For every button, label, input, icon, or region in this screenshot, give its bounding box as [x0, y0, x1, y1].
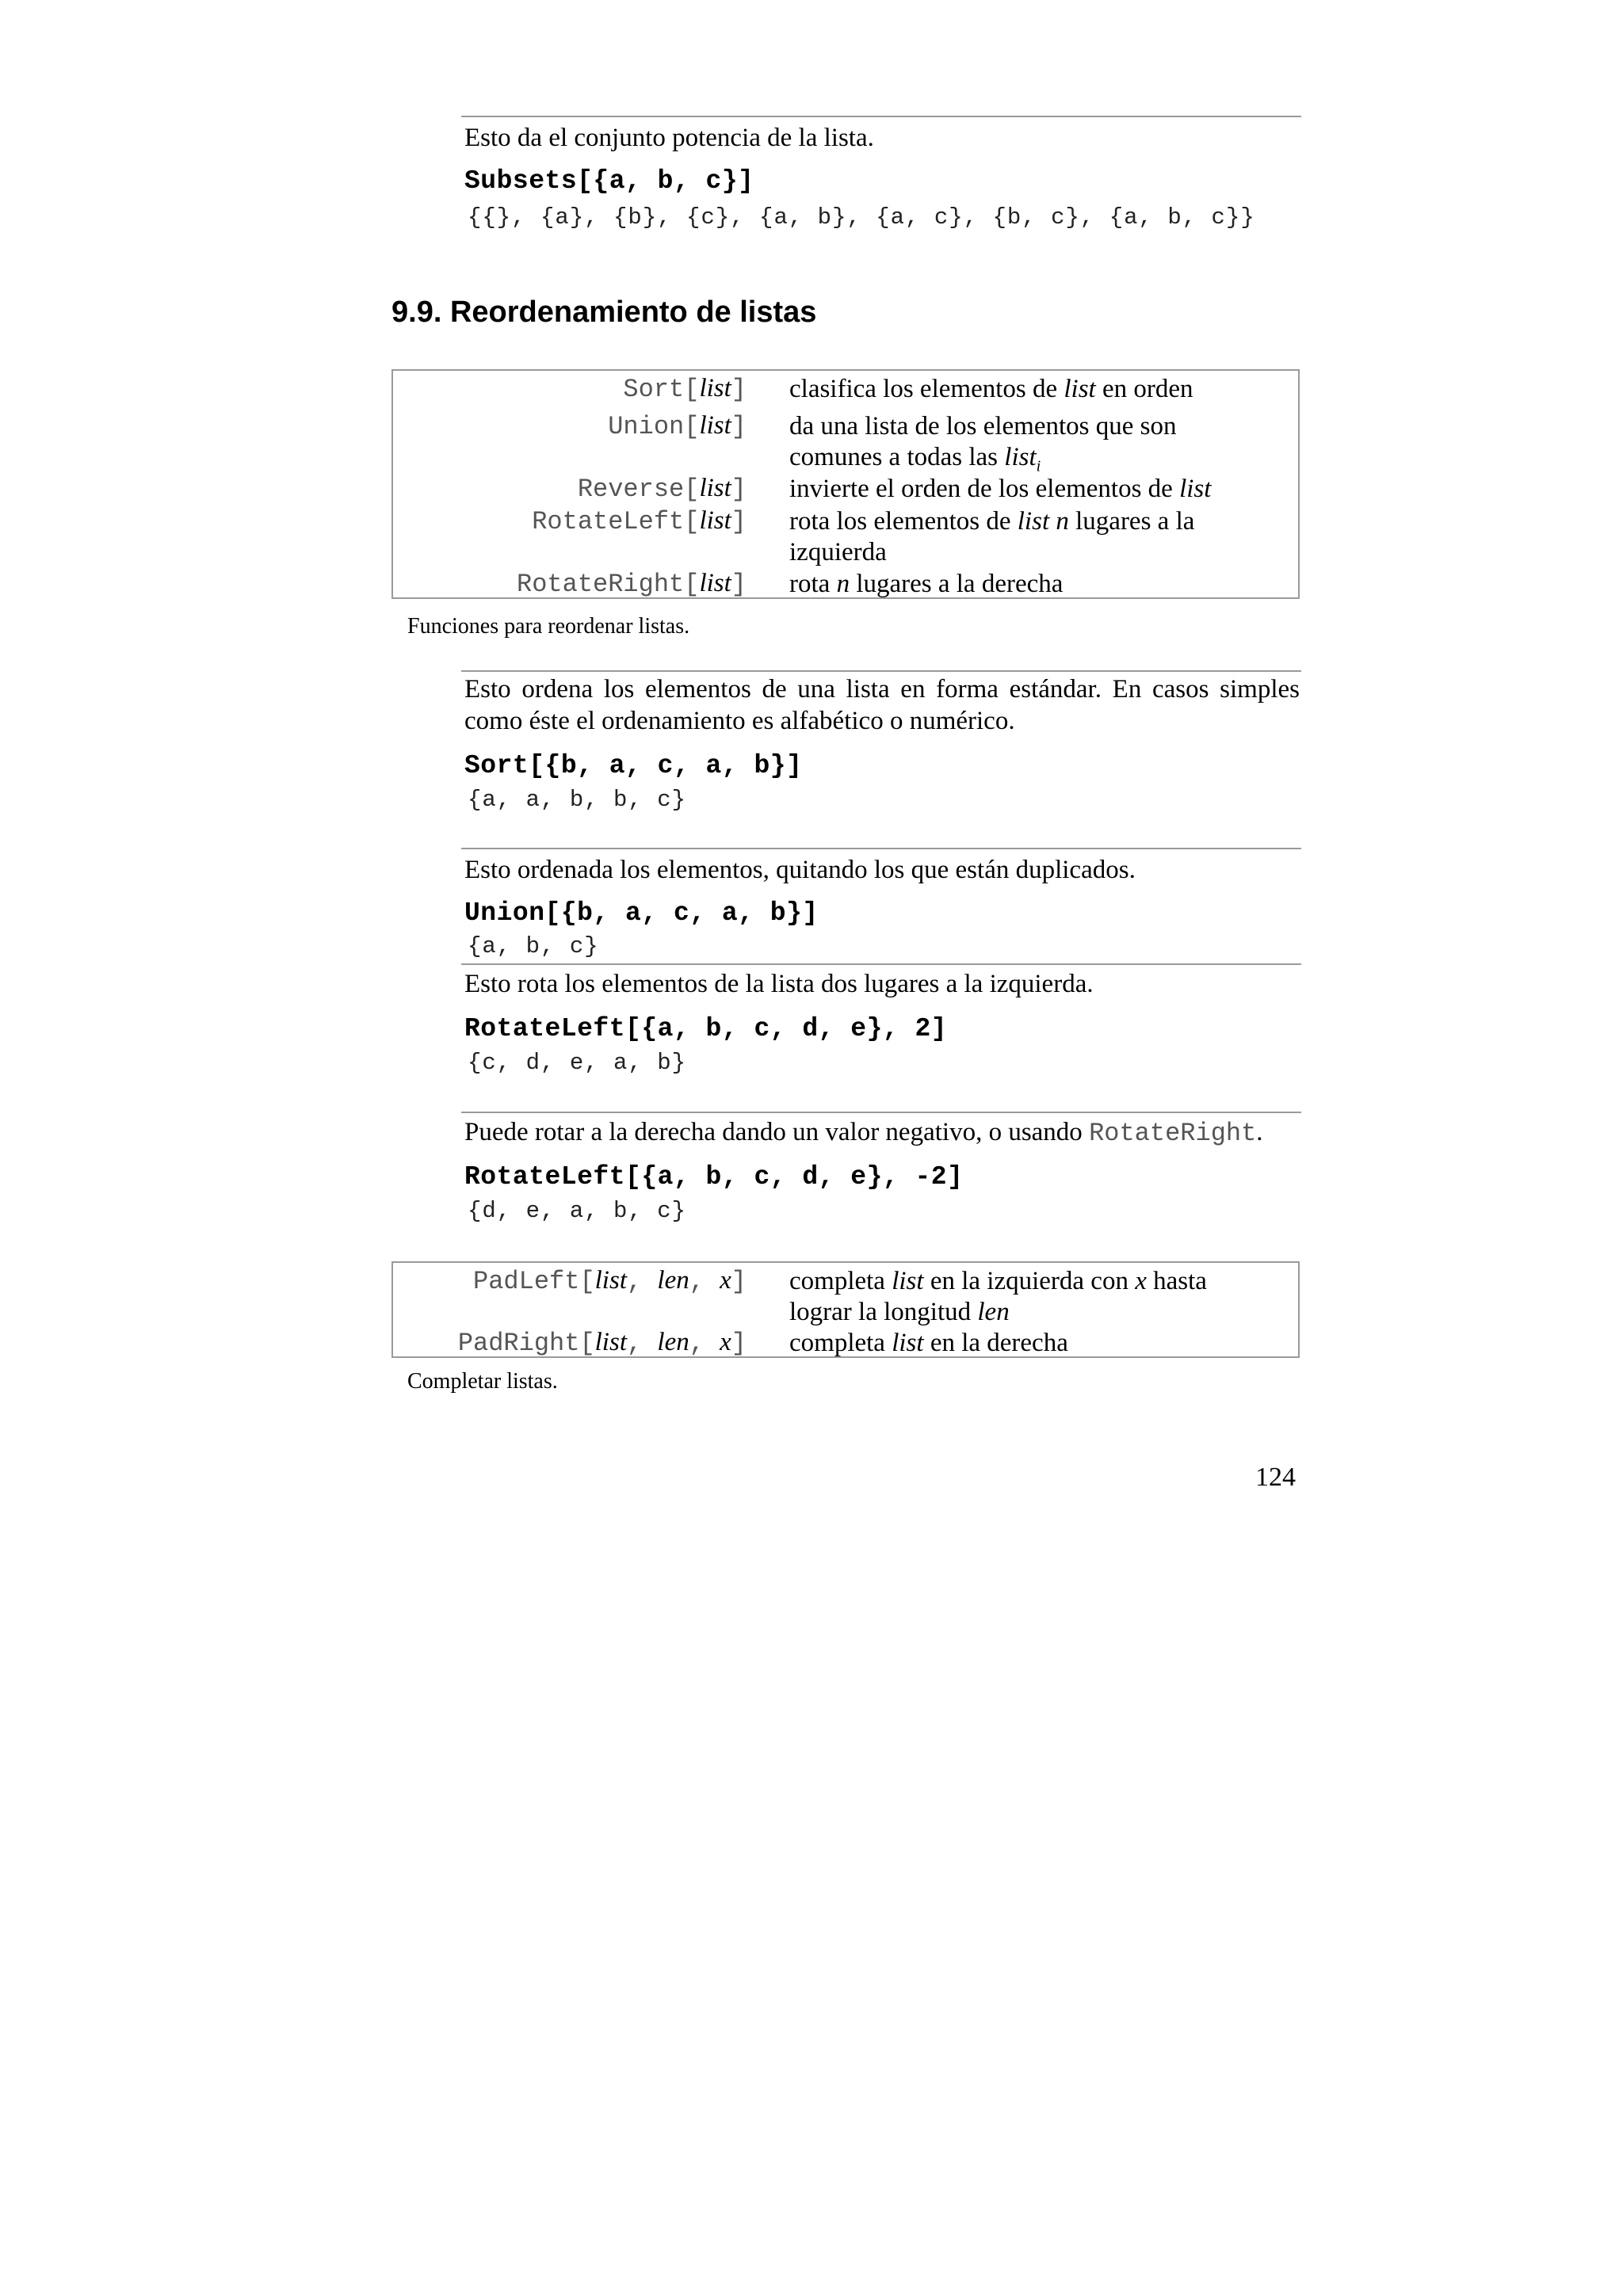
input-cell[interactable]: RotateLeft[{a, b, c, d, e}, 2]	[464, 1014, 948, 1043]
input-cell[interactable]: RotateLeft[{a, b, c, d, e}, -2]	[464, 1162, 964, 1192]
function-table	[391, 1261, 1300, 1358]
function-description: completa list en la derecha	[789, 1329, 1068, 1357]
function-name: Union[list]	[608, 411, 747, 441]
function-name: PadLeft[list, len, x]	[473, 1266, 747, 1296]
output-cell: {c, d, e, a, b}	[468, 1050, 687, 1076]
cell-divider	[461, 1112, 1301, 1113]
text-cell: Puede rotar a la derecha dando un valor negativo, o usando RotateRight.	[464, 1118, 1263, 1148]
cell-divider	[461, 963, 1301, 965]
text-cell: Esto rota los elementos de la lista dos lugares a la izquierda.	[464, 970, 1094, 998]
function-table	[391, 369, 1300, 599]
function-description: clasifica los elementos de list en orden	[789, 375, 1193, 403]
text-cell: Esto da el conjunto potencia de la lista.	[464, 124, 874, 152]
function-name: Reverse[list]	[577, 474, 747, 504]
table-caption: Completar listas.	[407, 1369, 558, 1394]
output-cell: {d, e, a, b, c}	[468, 1198, 687, 1224]
text-cell: Esto ordenada los elementos, quitando los que están duplicados.	[464, 856, 1136, 884]
table-caption: Funciones para reordenar listas.	[407, 614, 690, 639]
input-cell[interactable]: Union[{b, a, c, a, b}]	[464, 898, 819, 928]
function-name: RotateRight[list]	[517, 569, 747, 599]
page-number: 124	[1255, 1463, 1296, 1492]
function-description: rota n lugares a la derecha	[789, 570, 1064, 598]
function-description: da una lista de los elementos que son comunes a todas las list$_i$	[789, 412, 1177, 475]
function-description: rota los elementos de list n lugares a la izquierda	[789, 507, 1195, 566]
function-name: RotateLeft[list]	[532, 506, 747, 536]
cell-divider	[461, 670, 1301, 672]
output-cell: {a, b, c}	[468, 933, 599, 959]
section-heading: 9.9. Reordenamiento de listas	[391, 296, 817, 329]
function-name: Sort[list]	[623, 374, 747, 404]
text-cell: Esto ordena los elementos de una lista en forma estándar. En casos simples como éste el ordenamiento es alfabético o numérico.	[464, 675, 1300, 735]
function-name: PadRight[list, len, x]	[457, 1328, 747, 1358]
cell-divider	[461, 116, 1301, 117]
input-cell[interactable]: Sort[{b, a, c, a, b}]	[464, 751, 803, 780]
input-cell[interactable]: Subsets[{a, b, c}]	[464, 166, 754, 196]
output-cell: {{}, {a}, {b}, {c}, {a, b}, {a, c}, {b, c}, {a, b, c}}	[468, 204, 1255, 231]
cell-divider	[461, 848, 1301, 849]
output-cell: {a, a, b, b, c}	[468, 787, 687, 813]
function-description: invierte el orden de los elementos de list	[789, 475, 1212, 503]
function-description: completa list en la izquierda con x hasta lograr la longitud len	[789, 1267, 1207, 1326]
